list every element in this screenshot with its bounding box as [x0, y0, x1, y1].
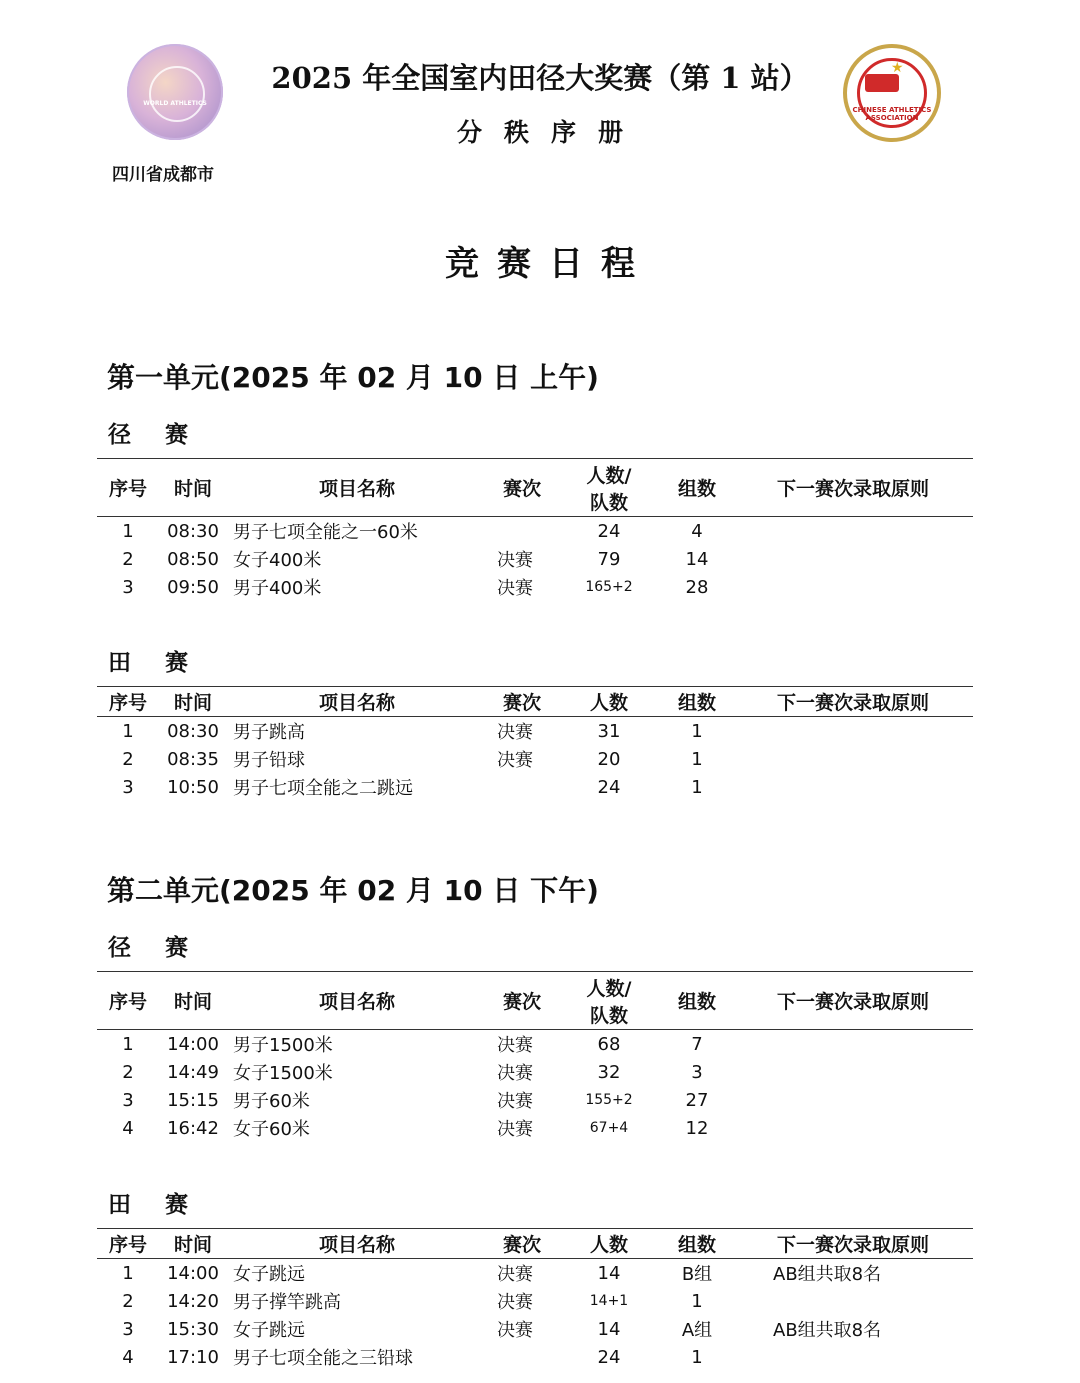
col-count-line1: 人数/	[586, 977, 632, 1000]
cell-event: 女子跳远	[233, 1264, 305, 1285]
col-count	[557, 972, 661, 1030]
col-count-line2: 队数	[589, 1004, 628, 1027]
cell-groups: 1	[691, 748, 703, 770]
col-groups: 组数	[661, 1229, 733, 1259]
cell-stage: 决赛	[497, 1119, 533, 1140]
cell-rule: AB组共取8名	[773, 1264, 882, 1285]
col-stage: 赛次	[487, 972, 557, 1030]
cell-stage	[487, 773, 557, 801]
cell-rule	[733, 745, 973, 773]
cell-event: 男子1500米	[233, 1035, 333, 1056]
cell-event: 男子跳高	[233, 722, 305, 743]
logo-ring-icon	[149, 66, 205, 122]
table-row	[97, 545, 973, 573]
world-athletics-logo	[127, 44, 223, 140]
cell-groups: 14	[685, 548, 709, 570]
col-no: 序号	[97, 687, 159, 717]
col-groups: 组数	[661, 687, 733, 717]
cell-groups: A组	[681, 1320, 713, 1341]
logo-mark-icon	[865, 74, 899, 92]
cell-rule	[733, 1287, 973, 1315]
table-row	[97, 745, 973, 773]
unit-title: 第二单元(2025 年 02 月 10 日 下午)	[107, 874, 599, 907]
cell-groups: 1	[691, 776, 703, 798]
table-row	[97, 1030, 973, 1059]
cell-no: 2	[122, 548, 134, 570]
col-rule: 下一赛次录取原则	[733, 687, 973, 717]
table-row	[97, 1315, 973, 1343]
field-table	[97, 686, 973, 801]
cell-stage: 决赛	[497, 1091, 533, 1112]
cell-groups: 3	[691, 1061, 703, 1083]
col-time: 时间	[159, 687, 227, 717]
cell-count: 67+4	[589, 1120, 629, 1136]
col-stage: 赛次	[487, 1229, 557, 1259]
cell-no: 2	[122, 1061, 134, 1083]
cell-stage: 决赛	[497, 722, 533, 743]
cell-stage: 决赛	[497, 1320, 533, 1341]
cell-stage	[487, 517, 557, 546]
logo-left-text: WORLD ATHLETICS	[143, 100, 207, 107]
cell-time: 16:42	[167, 1117, 219, 1139]
cell-time: 14:49	[167, 1061, 219, 1083]
col-time: 时间	[159, 972, 227, 1030]
cell-no: 3	[122, 576, 134, 598]
cell-groups: 1	[691, 720, 703, 742]
logo-right-text: CHINESE ATHLETICS ASSOCIATION	[852, 106, 932, 122]
cell-no: 3	[122, 1318, 134, 1340]
cell-event: 男子铅球	[233, 750, 305, 771]
col-rule: 下一赛次录取原则	[733, 972, 973, 1030]
track-table	[97, 458, 973, 601]
cell-time: 09:50	[167, 576, 219, 598]
cell-groups: 7	[691, 1033, 703, 1055]
cell-no: 3	[122, 1089, 134, 1111]
cell-stage: 决赛	[497, 750, 533, 771]
cell-event: 男子七项全能之一60米	[233, 522, 418, 543]
col-groups: 组数	[661, 972, 733, 1030]
col-event: 项目名称	[227, 972, 487, 1030]
cell-count: 165+2	[585, 579, 633, 595]
cell-no: 1	[122, 720, 134, 742]
track-label: 径赛	[108, 422, 222, 448]
cell-groups: 1	[691, 1346, 703, 1368]
col-groups: 组数	[661, 459, 733, 517]
col-rule: 下一赛次录取原则	[733, 1229, 973, 1259]
track-label: 径赛	[108, 935, 222, 961]
col-count	[557, 459, 661, 517]
col-event: 项目名称	[227, 459, 487, 517]
cell-time: 08:30	[167, 520, 219, 542]
cell-event: 男子撑竿跳高	[233, 1292, 341, 1313]
city-label: 四川省成都市	[112, 165, 214, 185]
table-row	[97, 573, 973, 601]
cell-count: 24	[597, 776, 621, 798]
cell-event: 女子1500米	[233, 1063, 333, 1084]
field-label: 田赛	[108, 650, 222, 676]
table-row	[97, 1343, 973, 1371]
cell-event: 男子七项全能之三铅球	[233, 1348, 413, 1369]
col-time: 时间	[159, 1229, 227, 1259]
cell-count: 24	[597, 1346, 621, 1368]
cell-no: 3	[122, 776, 134, 798]
cell-no: 1	[122, 1033, 134, 1055]
cell-groups: 1	[691, 1290, 703, 1312]
table-row	[97, 773, 973, 801]
cell-time: 14:00	[167, 1033, 219, 1055]
cell-event: 女子400米	[233, 550, 322, 571]
table-row	[97, 1086, 973, 1114]
cell-rule	[733, 773, 973, 801]
cell-stage	[487, 1343, 557, 1371]
table-row	[97, 1287, 973, 1315]
cell-stage: 决赛	[497, 1063, 533, 1084]
cell-groups: 28	[685, 576, 709, 598]
cell-count: 155+2	[585, 1092, 633, 1108]
cell-no: 2	[122, 748, 134, 770]
unit-title: 第一单元(2025 年 02 月 10 日 上午)	[107, 361, 599, 394]
col-event: 项目名称	[227, 1229, 487, 1259]
cell-stage: 决赛	[497, 550, 533, 571]
cell-time: 08:30	[167, 720, 219, 742]
table-row	[97, 1114, 973, 1142]
cell-time: 17:10	[167, 1346, 219, 1368]
cell-rule	[733, 1058, 973, 1086]
col-stage: 赛次	[487, 687, 557, 717]
cell-event: 男子七项全能之二跳远	[233, 778, 413, 799]
col-count-line2: 队数	[589, 491, 628, 514]
cell-time: 14:20	[167, 1290, 219, 1312]
col-stage: 赛次	[487, 459, 557, 517]
col-rule: 下一赛次录取原则	[733, 459, 973, 517]
cell-time: 15:30	[167, 1318, 219, 1340]
document-subtitle: 分秩序册	[456, 118, 645, 147]
cell-event: 女子60米	[233, 1119, 310, 1140]
cell-rule: AB组共取8名	[773, 1320, 882, 1341]
cell-count: 14	[597, 1262, 621, 1284]
cell-no: 1	[122, 520, 134, 542]
cell-stage: 决赛	[497, 578, 533, 599]
cell-rule	[733, 545, 973, 573]
cell-groups: 4	[691, 520, 703, 542]
cell-groups: B组	[681, 1264, 713, 1285]
cell-count: 14	[597, 1318, 621, 1340]
cell-event: 男子400米	[233, 578, 322, 599]
cell-stage: 决赛	[497, 1035, 533, 1056]
col-no: 序号	[97, 972, 159, 1030]
cell-rule	[733, 1030, 973, 1059]
document-title: 2025 年全国室内田径大奖赛（第 1 站）	[271, 61, 809, 95]
cell-rule	[733, 1114, 973, 1142]
cell-event: 男子60米	[233, 1091, 310, 1112]
cell-time: 08:35	[167, 748, 219, 770]
cell-rule	[733, 517, 973, 546]
field-table	[97, 1228, 973, 1371]
table-row	[97, 517, 973, 546]
col-no: 序号	[97, 459, 159, 517]
col-count-line1: 人数/	[586, 464, 632, 487]
cell-count: 14+1	[589, 1293, 629, 1309]
table-row	[97, 717, 973, 746]
cell-rule	[733, 717, 973, 746]
cell-count: 20	[597, 748, 621, 770]
cell-time: 08:50	[167, 548, 219, 570]
field-label: 田赛	[108, 1192, 222, 1218]
cell-groups: 12	[685, 1117, 709, 1139]
cell-stage: 决赛	[497, 1264, 533, 1285]
cell-no: 2	[122, 1290, 134, 1312]
cell-time: 14:00	[167, 1262, 219, 1284]
star-icon: ★	[891, 60, 904, 76]
cell-count: 68	[597, 1033, 621, 1055]
cell-no: 4	[122, 1117, 134, 1139]
cell-count: 31	[597, 720, 621, 742]
cell-rule	[733, 573, 973, 601]
col-event: 项目名称	[227, 687, 487, 717]
cell-time: 10:50	[167, 776, 219, 798]
cell-groups: 27	[685, 1089, 709, 1111]
track-table	[97, 971, 973, 1142]
col-count: 人数	[557, 687, 661, 717]
cell-rule	[733, 1086, 973, 1114]
col-no: 序号	[97, 1229, 159, 1259]
cell-no: 4	[122, 1346, 134, 1368]
chinese-athletics-association-logo	[843, 44, 941, 142]
cell-time: 15:15	[167, 1089, 219, 1111]
table-row	[97, 1259, 973, 1288]
cell-rule	[733, 1343, 973, 1371]
cell-no: 1	[122, 1262, 134, 1284]
col-time: 时间	[159, 459, 227, 517]
schedule-title: 竞赛日程	[445, 244, 653, 284]
cell-count: 24	[597, 520, 621, 542]
cell-count: 79	[597, 548, 621, 570]
col-count: 人数	[557, 1229, 661, 1259]
cell-event: 女子跳远	[233, 1320, 305, 1341]
cell-stage: 决赛	[497, 1292, 533, 1313]
table-row	[97, 1058, 973, 1086]
cell-count: 32	[597, 1061, 621, 1083]
